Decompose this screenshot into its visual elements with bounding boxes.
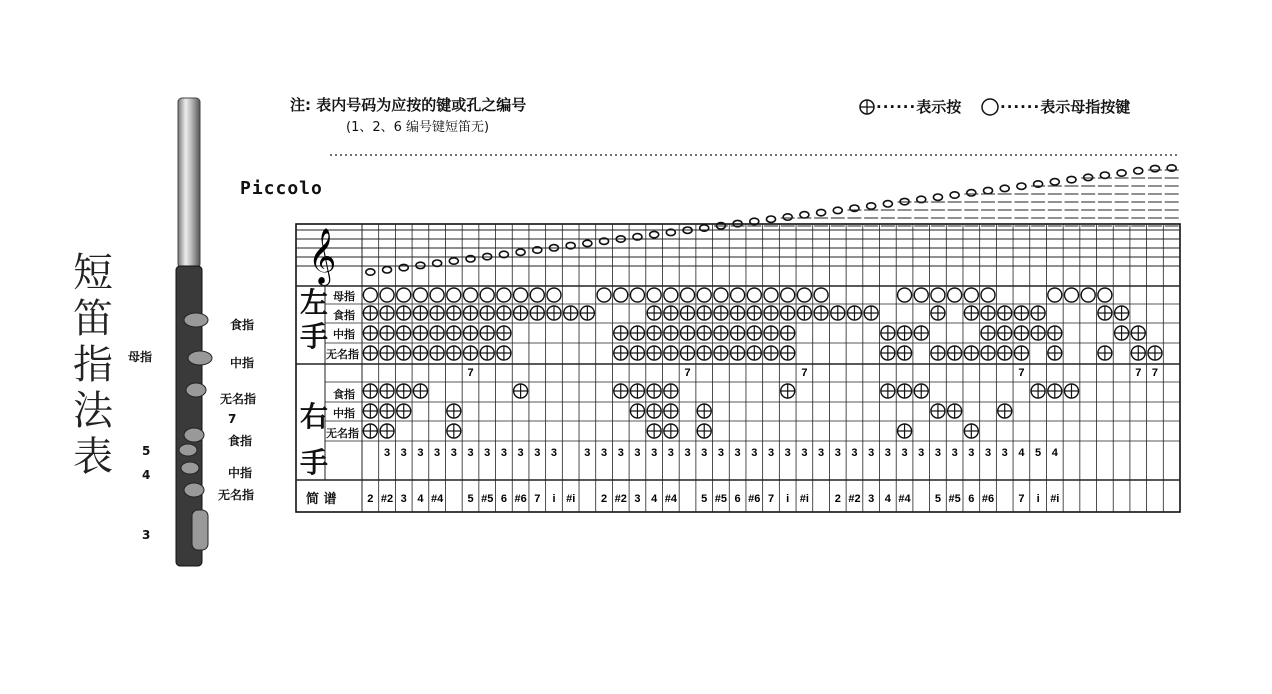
right-hand-label [300,394,328,486]
jianpu-note: #5 [948,493,961,505]
jianpu-label: 简 谱 [306,492,337,507]
thumb-key-symbol [931,288,945,302]
right-key-number: 3 [1001,447,1008,459]
note-head [1117,170,1126,176]
jianpu-note: 5 [934,493,942,505]
flute-label-ring-left: 无名指 [220,392,257,406]
jianpu-note: 6 [734,493,741,505]
left-hand-char: 手 [300,320,329,353]
note-line-2: (1、2、6 编号键短笛无) [346,120,490,135]
left-key-number: 7 [801,367,808,379]
thumb-key-symbol [1081,288,1095,302]
jianpu-note: #4 [898,493,911,505]
note-head [950,192,959,198]
thumb-key-symbol [781,288,795,302]
flute-label-four: 4 [142,468,151,482]
right-key-number: 3 [667,447,674,459]
jianpu-note: 3 [634,493,641,505]
left-hand-char: 左 [300,286,329,319]
jianpu-note: 2 [600,493,608,505]
right-key-number: 4 [1018,447,1025,459]
flute-label-ring-right: 无名指 [218,488,255,502]
note-head [1050,179,1059,185]
note-head [800,212,809,218]
jianpu-note: i [1036,493,1040,505]
jianpu-note: 3 [400,493,407,505]
thumb-key-symbol [413,288,427,302]
flute-label-seven: 7 [228,412,237,426]
jianpu-note: #5 [714,493,728,505]
row-label-middle-r: 中指 [333,408,355,420]
right-key-number: 3 [617,447,624,459]
thumb-key-symbol [714,288,728,302]
thumb-key-symbol [697,288,711,302]
note-head [1067,176,1076,182]
note-head [1100,172,1109,178]
thumb-key-symbol [1098,288,1112,302]
jianpu-note: #5 [481,493,494,505]
flute-label-index-right: 食指 [228,434,253,448]
note-head [650,231,659,237]
right-key-number: 3 [868,447,875,459]
jianpu-note: 3 [868,493,875,505]
thumb-key-symbol [1048,288,1062,302]
right-key-number: 3 [767,447,775,459]
thumb-key-symbol [1064,288,1078,302]
row-label-middle-l: 中指 [333,329,355,341]
flute-label-middle-right: 中指 [228,466,253,480]
note-head [984,187,993,193]
right-key-number: 5 [1035,447,1042,459]
jianpu-note: #2 [848,493,861,505]
right-key-number: 3 [934,447,942,459]
jianpu-note: #i [799,493,809,505]
treble-clef-icon: 𝄞 [308,228,337,284]
thumb-key-symbol [363,288,377,302]
thumb-key-symbol [480,288,494,302]
right-key-number: 3 [534,447,541,459]
thumb-key-symbol [914,288,928,302]
left-key-number: 7 [1151,367,1159,379]
right-key-number: 3 [701,447,708,459]
thumb-key-symbol [430,288,444,302]
right-key-number: 3 [801,447,808,459]
thumb-key-symbol [898,288,912,302]
right-key-number: 3 [434,447,441,459]
right-key-number: 3 [584,447,591,459]
jianpu-note: #4 [664,493,677,505]
right-key-number: 3 [684,447,691,459]
jianpu-note: 4 [417,493,424,505]
note-head [867,203,876,209]
right-key-number: 3 [467,447,474,459]
right-key-number: 3 [450,447,457,459]
right-key-number: 3 [417,447,424,459]
thumb-key-symbol [397,288,411,302]
title-char: 表 [73,434,113,480]
right-key-number: 3 [484,447,491,459]
note-head [833,207,842,213]
flute-label-middle-left: 中指 [230,356,255,370]
title-char: 法 [73,388,113,434]
jianpu-note: 4 [884,493,891,505]
note-head [783,214,792,220]
jianpu-note: #2 [380,493,394,505]
thumb-key-symbol [964,288,978,302]
right-key-number: 3 [717,447,724,459]
jianpu-note: i [786,493,790,505]
thumb-key-symbol [380,288,394,302]
legend-thumb-text: 表示母指按键 [1040,98,1131,116]
thumb-key-symbol [447,288,461,302]
thumb-key-symbol [464,288,478,302]
left-key-number: 7 [1018,367,1025,379]
row-label-index-r: 食指 [333,389,355,401]
right-key-number: 3 [918,447,925,459]
note-head [1000,185,1009,191]
jianpu-note: 4 [651,493,658,505]
jianpu-note: #i [1050,493,1060,505]
jianpu-note: #6 [514,493,527,505]
thumb-key-symbol [497,288,511,302]
right-key-number: 3 [600,447,608,459]
jianpu-note: #6 [748,493,761,505]
right-key-number: 3 [550,447,558,459]
note-head [1134,168,1143,174]
jianpu-note: 7 [1018,493,1025,505]
right-key-number: 3 [400,447,407,459]
flute-label-five: 5 [142,444,151,458]
right-key-number: 3 [634,447,641,459]
right-key-number: 3 [517,447,524,459]
instrument-name: Piccolo [240,178,323,199]
left-key-number: 7 [1135,367,1142,379]
right-key-number: 3 [984,447,992,459]
jianpu-note: #2 [614,493,627,505]
thumb-key-symbol [630,288,644,302]
right-key-number: 3 [784,447,791,459]
note-head [416,262,425,268]
row-label-thumb: 母指 [333,291,355,303]
jianpu-note: 2 [834,493,841,505]
title-char: 指 [73,342,113,388]
note-head [967,190,976,196]
thumb-key-symbol [948,288,962,302]
right-key-number: 3 [968,447,975,459]
flute-label-three: 3 [142,528,151,542]
jianpu-note: 5 [701,493,708,505]
jianpu-note: 2 [367,493,374,505]
right-key-number: 3 [851,447,858,459]
thumb-key-symbol [681,288,695,302]
jianpu-note: i [552,493,556,505]
left-hand-label [300,286,328,354]
note-head [366,269,375,275]
thumb-key-symbol [747,288,761,302]
thumb-key-symbol [731,288,745,302]
note-head [933,194,942,200]
thumb-key-symbol [514,288,528,302]
right-hand-char: 手 [300,446,329,479]
thumb-key-symbol [764,288,778,302]
note-head [383,267,392,273]
left-key-number: 7 [684,367,691,379]
right-key-number: 3 [751,447,758,459]
note-head [1150,165,1159,171]
thumb-key-symbol [597,288,611,302]
row-label-ring-r: 无名指 [326,428,359,440]
right-key-number: 3 [818,447,825,459]
note-head [433,260,442,266]
jianpu-note: 6 [500,493,507,505]
right-key-number: 3 [834,447,841,459]
note-head [817,209,826,215]
legend-press-text: 表示按 [916,98,962,116]
title-char: 短 [73,250,113,296]
note-head [399,264,408,270]
thumb-key-symbol [981,288,995,302]
jianpu-note: 7 [767,493,775,505]
jianpu-note: 5 [467,493,474,505]
jianpu-note: 6 [968,493,975,505]
thumb-key-symbol [814,288,828,302]
right-key-number: 3 [734,447,741,459]
right-key-number: 3 [951,447,958,459]
row-label-index-l: 食指 [333,310,355,322]
jianpu-note: 7 [534,493,541,505]
note-head [1084,174,1093,180]
thumb-key-symbol [664,288,678,302]
jianpu-note: #i [566,493,576,505]
note-head [1017,183,1026,189]
thumb-key-symbol [797,288,811,302]
legend-press: ······ 表示按 [858,96,961,117]
row-label-ring-l: 无名指 [326,349,359,361]
thumb-key-symbol [530,288,544,302]
right-key-number: 4 [1051,447,1058,459]
flute-label-thumb: 母指 [128,350,153,364]
right-key-number: 3 [651,447,658,459]
note-head [883,201,892,207]
note-head [767,216,776,222]
right-key-number: 3 [901,447,908,459]
right-key-number: 3 [500,447,507,459]
title-char: 笛 [73,296,113,342]
thumb-key-symbol [547,288,561,302]
left-key-number: 7 [467,367,474,379]
note-line-1: 注: 表内号码为应按的键或孔之编号 [290,96,527,114]
right-key-number: 3 [383,447,391,459]
right-hand-char: 右 [300,400,329,433]
thumb-key-symbol [614,288,628,302]
note-head [583,240,592,246]
note-head [516,249,525,255]
flute-label-index-left: 食指 [230,318,255,332]
legend-thumb: ······ 表示母指按键 [980,96,1130,117]
note-head [449,258,458,264]
right-key-number: 3 [884,447,891,459]
jianpu-note: #4 [430,493,444,505]
thumb-key-symbol [647,288,661,302]
jianpu-note: #6 [981,493,995,505]
